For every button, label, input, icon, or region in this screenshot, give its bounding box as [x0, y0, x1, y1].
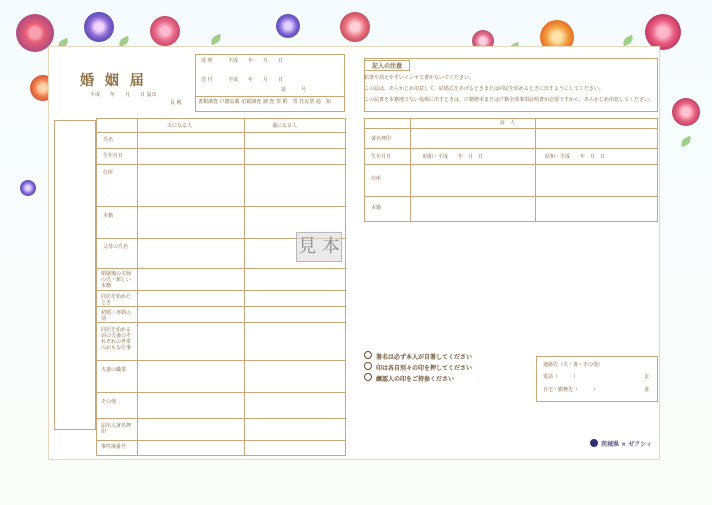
new-domicile-label: 婚姻後の夫婦の氏・新しい本籍 — [101, 271, 132, 289]
main-grid-row — [96, 392, 346, 393]
work-label: 同居を始める前の夫妻のそれぞれの世帯のおもな仕事 — [101, 327, 132, 351]
witness-domicile-label: 本籍 — [371, 205, 382, 211]
recipient-label: 長 殿 — [170, 100, 182, 106]
bullet-item — [364, 362, 472, 373]
case-number-label: 事件簿番号 — [101, 444, 127, 450]
publisher-logo: 茨城県 × ゼクシィ — [590, 439, 652, 448]
rose-decoration — [276, 14, 300, 38]
check-row — [198, 99, 343, 105]
witness-divider — [410, 118, 411, 222]
left-side-margin — [54, 120, 96, 430]
note-line: この届書を本籍地でない役場に出すときは、戸籍謄本または戸籍全部事項証明書が必要ですから、あらかじめ用意してください。 — [364, 97, 655, 103]
main-grid-column — [244, 118, 245, 456]
bullet-icon — [364, 351, 372, 359]
bullet-item — [364, 373, 472, 384]
note-line: 鉛筆や消えやすいインキで書かないでください。 — [364, 75, 475, 81]
parents-label: 父母の氏名 — [103, 244, 129, 250]
bullet-icon — [364, 373, 372, 381]
cohabitation-label: 同居を始めたとき — [101, 294, 132, 306]
submission-number: 第 号 — [281, 87, 307, 93]
other-label: その他 — [101, 399, 117, 405]
contact-wife: 妻 — [644, 387, 650, 393]
wife-header: 妻になる人 — [272, 123, 298, 129]
occupation-label: 夫妻の職業 — [101, 367, 127, 373]
check-mark: 調 査 票 — [262, 99, 282, 105]
rose-decoration — [150, 16, 180, 46]
important-list — [364, 351, 472, 384]
rose-decoration — [20, 180, 36, 196]
main-grid-row — [96, 360, 346, 361]
main-grid-row — [96, 290, 346, 291]
filing-date: 平成 年 月 日 届出 — [90, 92, 157, 98]
main-grid-row — [96, 268, 346, 269]
rose-decoration — [84, 12, 114, 42]
witness-header: 証 人 — [500, 120, 516, 126]
sent-label: 送 付 — [201, 77, 213, 83]
form-title: 婚 姻 届 — [80, 73, 147, 89]
sample-stamp: 見 本 — [296, 232, 342, 262]
witness-table — [364, 118, 658, 222]
witness-divider — [535, 118, 536, 222]
birth-label: 生年月日 — [103, 153, 124, 159]
rose-decoration — [645, 14, 681, 50]
received-date: 平成 年 月 日 — [228, 58, 284, 64]
bullet-text: 署名は必ず本人が自署してください — [376, 354, 473, 361]
notes-title: 記入の注意 — [364, 60, 410, 71]
check-mark: 附 票 — [282, 99, 298, 105]
main-grid-row — [96, 306, 346, 307]
check-mark: 戸籍記載 — [219, 99, 240, 105]
main-grid-row — [96, 322, 346, 323]
bullet-text: 印は各自別々の印を押してください — [376, 365, 473, 372]
witness-address-label: 住所 — [371, 176, 382, 182]
witness-row — [364, 128, 658, 129]
witness-birth-date: 昭和・平成 年 月 日 — [545, 154, 606, 160]
contact-home: 自宅・勤務先（ ） — [543, 387, 599, 393]
bullet-icon — [364, 362, 372, 370]
note-line: この届は、あらかじめ用意して、結婚式をあげるときまたは同居を始めるときに出すようにしてください。 — [364, 86, 604, 92]
notifier-label: 届出人署名押印 — [101, 423, 132, 435]
witness-birth-label: 生年月日 — [371, 154, 392, 160]
leaf-decoration — [621, 35, 635, 46]
witness-row — [364, 164, 658, 165]
bullet-text: 練認人の印をご持参ください — [376, 376, 455, 383]
witness-signature-label: 署名押印 — [371, 136, 392, 142]
witness-row — [364, 148, 658, 149]
main-grid-column — [137, 118, 138, 456]
check-mark: 住民票 — [299, 99, 315, 105]
main-grid-row — [96, 440, 346, 441]
witness-row — [364, 196, 658, 197]
received-label: 受 理 — [201, 58, 213, 64]
address-label: 住所 — [103, 170, 114, 176]
check-mark: 書類調査 — [198, 99, 219, 105]
rose-decoration — [340, 12, 370, 42]
logo-left-text: 茨城県 — [601, 441, 620, 448]
domicile-label: 本籍 — [103, 213, 114, 219]
main-grid-row — [96, 164, 346, 165]
contact-title: 連絡先（夫・妻・その他） — [543, 362, 604, 368]
husband-header: 夫になる人 — [167, 123, 193, 129]
contact-phone: 電話（ ） — [543, 374, 579, 380]
rose-decoration — [672, 98, 700, 126]
main-grid-row — [96, 148, 346, 149]
logo-icon — [590, 439, 598, 447]
main-grid-row — [96, 132, 346, 133]
logo-right-text: ゼクシィ — [628, 441, 652, 448]
name-label: 氏名 — [103, 137, 114, 143]
leaf-decoration — [209, 34, 223, 45]
bullet-item — [364, 351, 472, 362]
leaf-decoration — [679, 136, 693, 147]
main-grid-row — [96, 418, 346, 419]
submission-divider — [195, 96, 345, 97]
sent-date: 平成 年 月 日 — [228, 77, 284, 83]
history-label: 初婚・再婚の別 — [101, 310, 132, 322]
main-grid-row — [96, 206, 346, 207]
check-mark: 記載調査 — [241, 99, 262, 105]
witness-birth-date: 昭和・平成 年 月 日 — [423, 154, 484, 160]
contact-husband: 夫 — [644, 374, 650, 380]
check-mark: 通 知 — [315, 99, 331, 105]
